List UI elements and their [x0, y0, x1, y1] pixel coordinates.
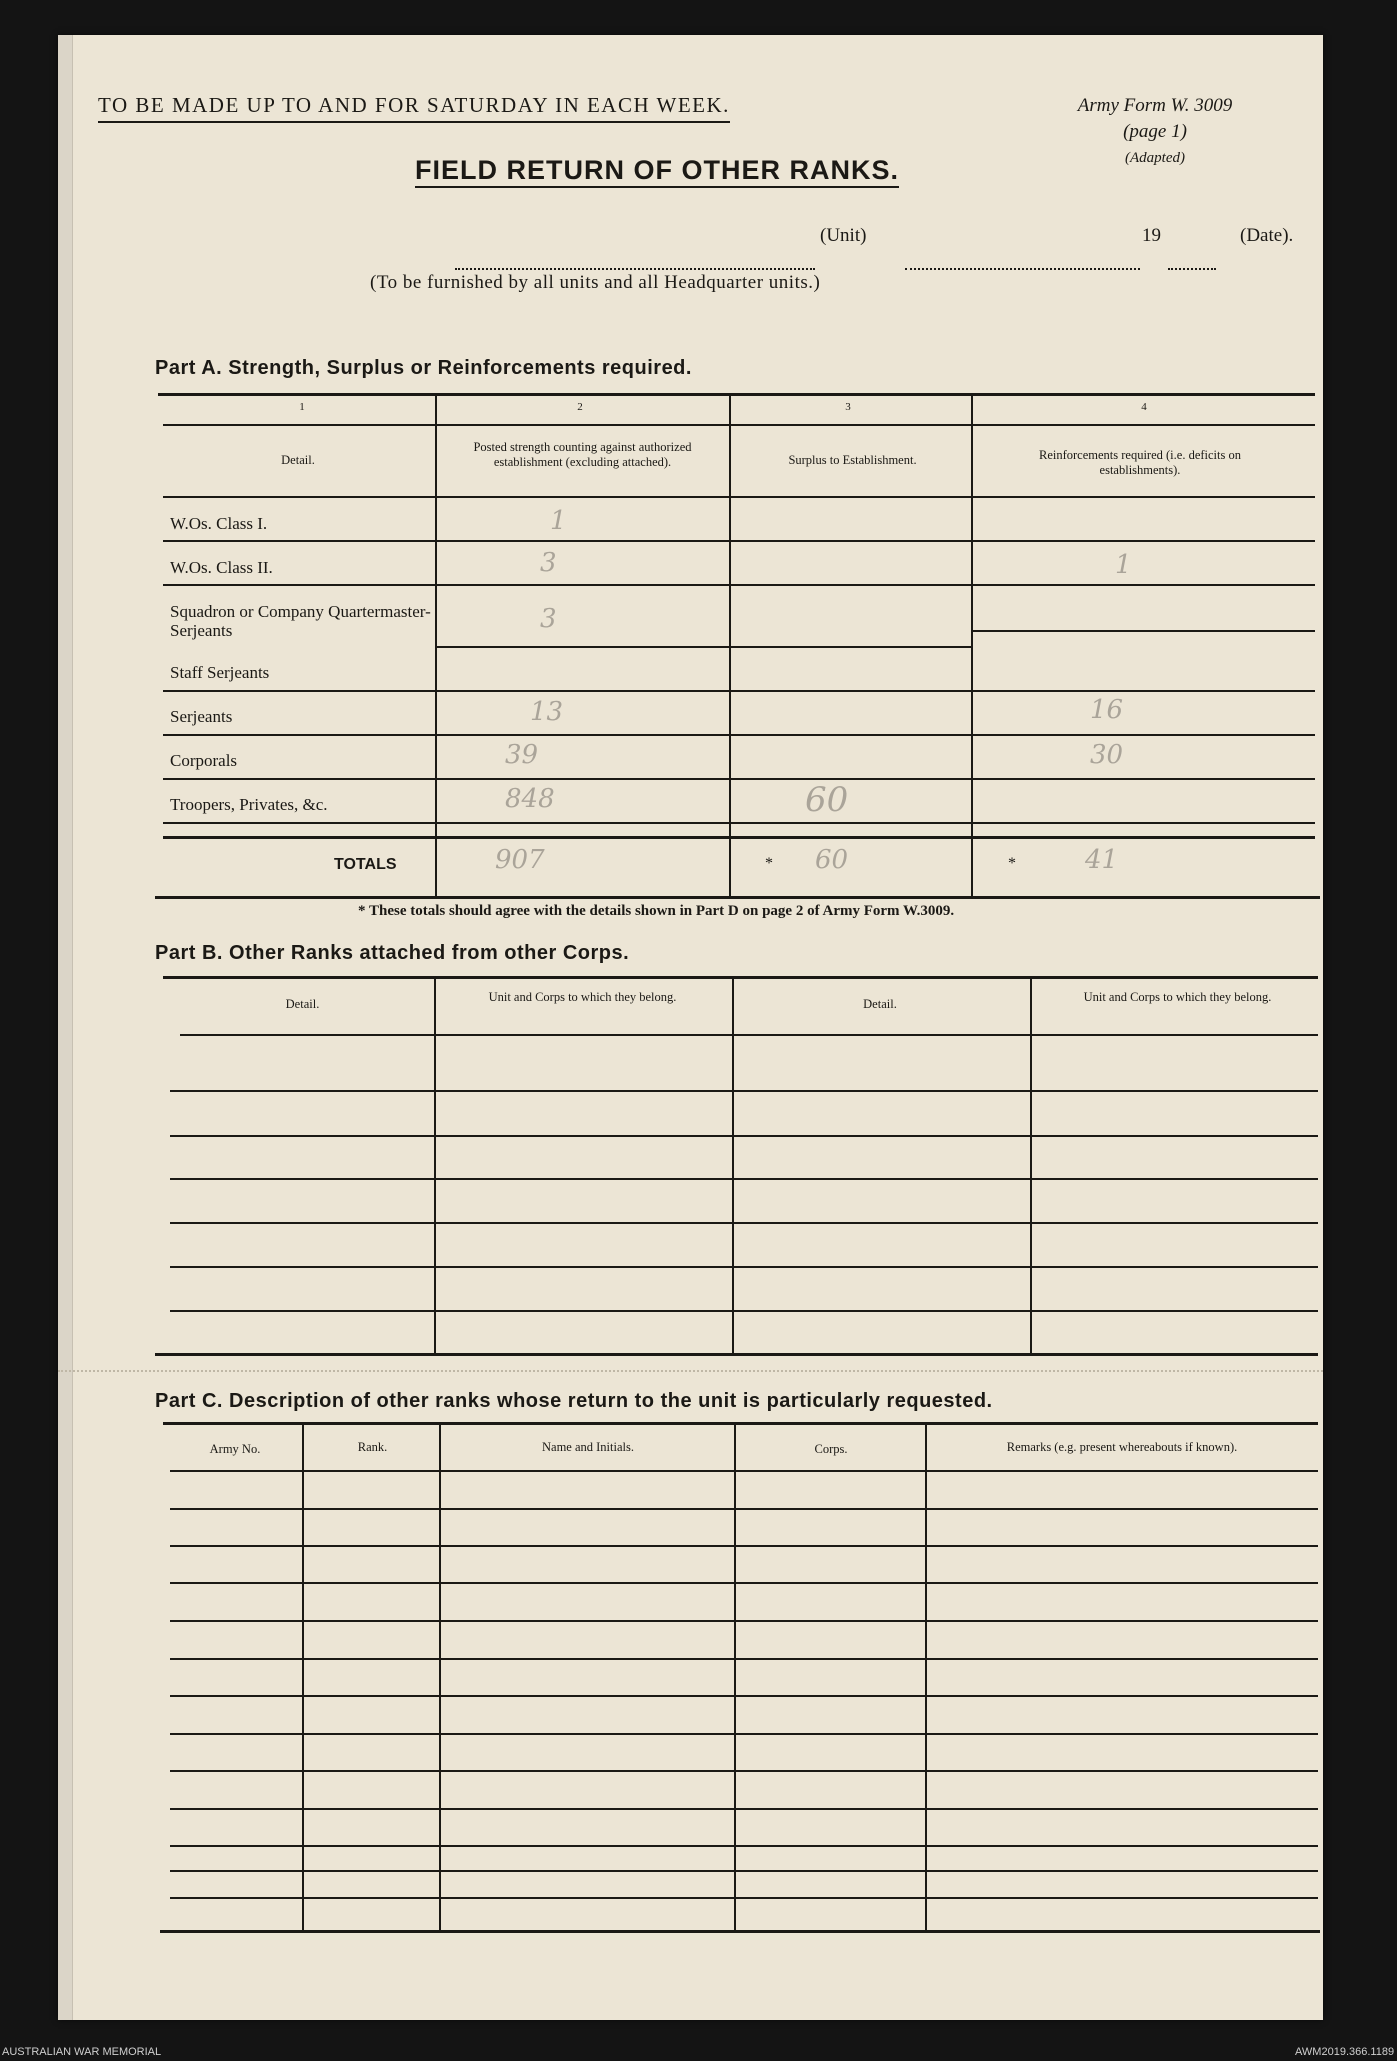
date-label: (Date).: [1240, 225, 1294, 246]
col-number-2: 2: [577, 401, 583, 413]
posted-value-corporals: 39: [505, 740, 539, 770]
col-number-4: 4: [1141, 401, 1147, 413]
row-label-troopers: Troopers, Privates, &c.: [170, 795, 328, 814]
row-label-cqms: Squadron or Company Quartermaster-Serjeants: [170, 602, 431, 640]
perforation-line: [58, 1370, 1323, 1372]
col-header-reinforcements: Reinforcements required (i.e. deficits on establishments).: [1038, 448, 1241, 477]
part-b-bottom-rule: [155, 1353, 1318, 1356]
part-b-col-unit-2: Unit and Corps to which they belong.: [1083, 990, 1272, 1004]
part-a-top-rule: [158, 393, 1315, 396]
posted-value-troopers: 848: [505, 784, 555, 814]
reinf-value-wo2: 1: [1115, 550, 1132, 580]
row-rule-3a: [435, 646, 971, 648]
footer-right: AWM2019.366.1189: [1295, 2046, 1395, 2058]
totals-posted: 907: [495, 845, 545, 875]
footer-left: AUSTRALIAN WAR MEMORIAL: [2, 2046, 162, 2058]
part-c-bottom-rule: [160, 1930, 1320, 1933]
reinf-value-serjeants: 16: [1090, 695, 1124, 725]
part-c-col-corps: Corps.: [814, 1442, 848, 1456]
part-b-divider-2: [732, 976, 734, 1354]
totals-label: TOTALS: [334, 856, 397, 873]
part-b-row-rule-4: [170, 1222, 1318, 1224]
part-b-row-rule-2: [170, 1135, 1318, 1137]
part-b-header-rule: [180, 1034, 1318, 1036]
part-b-top-rule: [163, 976, 1318, 979]
col-header-surplus: Surplus to Establishment.: [788, 453, 917, 467]
reinf-value-corporals: 30: [1090, 740, 1124, 770]
part-b-col-detail-1: Detail.: [285, 997, 320, 1011]
part-b-col-unit-1: Unit and Corps to which they belong.: [488, 990, 677, 1004]
form-number: Army Form W. 3009: [1077, 95, 1233, 116]
furnish-note: (To be furnished by all units and all Headquarter units.): [370, 272, 821, 293]
part-c-header-rule: [170, 1470, 1318, 1472]
row-rule-1: [163, 540, 1315, 542]
instruction-heading: TO BE MADE UP TO AND FOR SATURDAY IN EACH WEEK.: [98, 93, 730, 123]
col-number-rule: [163, 424, 1315, 426]
part-c-row-rule-8: [170, 1770, 1318, 1772]
part-c-col-name: Name and Initials.: [542, 1440, 634, 1454]
row-label-serjeants: Serjeants: [170, 707, 233, 726]
totals-top-rule: [163, 836, 1315, 839]
part-c-row-rule-11: [170, 1870, 1318, 1872]
part-c-col-remarks: Remarks (e.g. present whereabouts if known).: [1006, 1440, 1238, 1454]
part-c-row-rule-10: [170, 1845, 1318, 1847]
part-c-row-rule-2: [170, 1545, 1318, 1547]
part-c-divider-1: [302, 1422, 304, 1930]
unit-dotted-line: [455, 268, 815, 270]
part-c-divider-2: [439, 1422, 441, 1930]
form-adapted: (Adapted): [1125, 150, 1185, 166]
part-a-divider-3: [971, 393, 973, 896]
part-c-row-rule-3: [170, 1582, 1318, 1584]
part-c-row-rule-5: [170, 1658, 1318, 1660]
row-label-wo-class-1: W.Os. Class I.: [170, 514, 268, 533]
part-b-row-rule-1: [170, 1090, 1318, 1092]
row-label-wo-class-2: W.Os. Class II.: [170, 558, 273, 577]
surplus-value-troopers: 60: [805, 780, 849, 820]
date-dotted-line-a: [905, 268, 1140, 270]
part-c-top-rule: [163, 1422, 1318, 1425]
part-b-row-rule-5: [170, 1266, 1318, 1268]
part-c-row-rule-6: [170, 1695, 1318, 1697]
part-b-row-rule-6: [170, 1310, 1318, 1312]
part-c-row-rule-1: [170, 1508, 1318, 1510]
form-number-block: [1055, 93, 1255, 171]
row-rule-3b: [971, 630, 1315, 632]
part-c-heading: Part C. Description of other ranks whose return to the unit is particularly requested.: [155, 1390, 993, 1412]
row-rule-7: [163, 822, 1315, 824]
row-rule-6: [163, 778, 1315, 780]
totals-note: * These totals should agree with the details shown in Part D on page 2 of Army Form W.3009.: [358, 903, 955, 919]
totals-surplus-star: *: [765, 855, 773, 872]
part-a-divider-2: [729, 393, 731, 896]
unit-label: (Unit): [820, 225, 867, 246]
posted-value-serjeants: 13: [530, 697, 564, 727]
part-b-col-detail-2: Detail.: [863, 997, 897, 1011]
row-label-corporals: Corporals: [170, 751, 238, 770]
posted-value-wo2: 3: [540, 548, 557, 578]
row-rule-2: [163, 584, 1315, 586]
part-b-divider-3: [1030, 976, 1032, 1354]
totals-surplus: 60: [815, 845, 849, 875]
col-header-posted: Posted strength counting against authorized establishment (excluding attached).: [473, 440, 692, 469]
part-a-divider-1: [435, 393, 437, 896]
posted-value-wo1: 1: [550, 506, 567, 536]
totals-reinf: 41: [1085, 845, 1119, 875]
page-title: FIELD RETURN OF OTHER RANKS.: [415, 155, 899, 188]
part-a-bottom-rule: [155, 896, 1320, 899]
row-rule-4: [163, 690, 1315, 692]
part-b-heading: Part B. Other Ranks attached from other Corps.: [155, 942, 630, 964]
col-number-3: 3: [845, 401, 851, 413]
part-c-divider-3: [734, 1422, 736, 1930]
page-edge: [58, 35, 73, 2020]
part-c-col-rank: Rank.: [357, 1440, 388, 1454]
form-page-number: (page 1): [1123, 121, 1187, 142]
col-number-1: 1: [299, 401, 305, 413]
row-label-staff-serjeants: Staff Serjeants: [170, 663, 270, 682]
form-page: [58, 35, 1323, 2020]
col-header-detail: Detail.: [281, 453, 315, 467]
part-c-divider-4: [925, 1422, 927, 1930]
date-dotted-line-b: [1168, 268, 1216, 270]
posted-value-cqms: 3: [540, 604, 557, 634]
part-c-col-army-no: Army No.: [209, 1442, 261, 1456]
part-c-row-rule-9: [170, 1808, 1318, 1810]
part-c-row-rule-4: [170, 1620, 1318, 1622]
header-bottom-rule: [163, 496, 1315, 498]
totals-reinf-star: *: [1008, 855, 1016, 872]
part-c-row-rule-12: [170, 1897, 1318, 1899]
part-a-heading: Part A. Strength, Surplus or Reinforcements required.: [155, 357, 692, 379]
part-b-divider-1: [434, 976, 436, 1354]
row-rule-5: [163, 734, 1315, 736]
part-c-row-rule-7: [170, 1733, 1318, 1735]
part-b-row-rule-3: [170, 1178, 1318, 1180]
year-prefix: 19: [1142, 225, 1161, 246]
